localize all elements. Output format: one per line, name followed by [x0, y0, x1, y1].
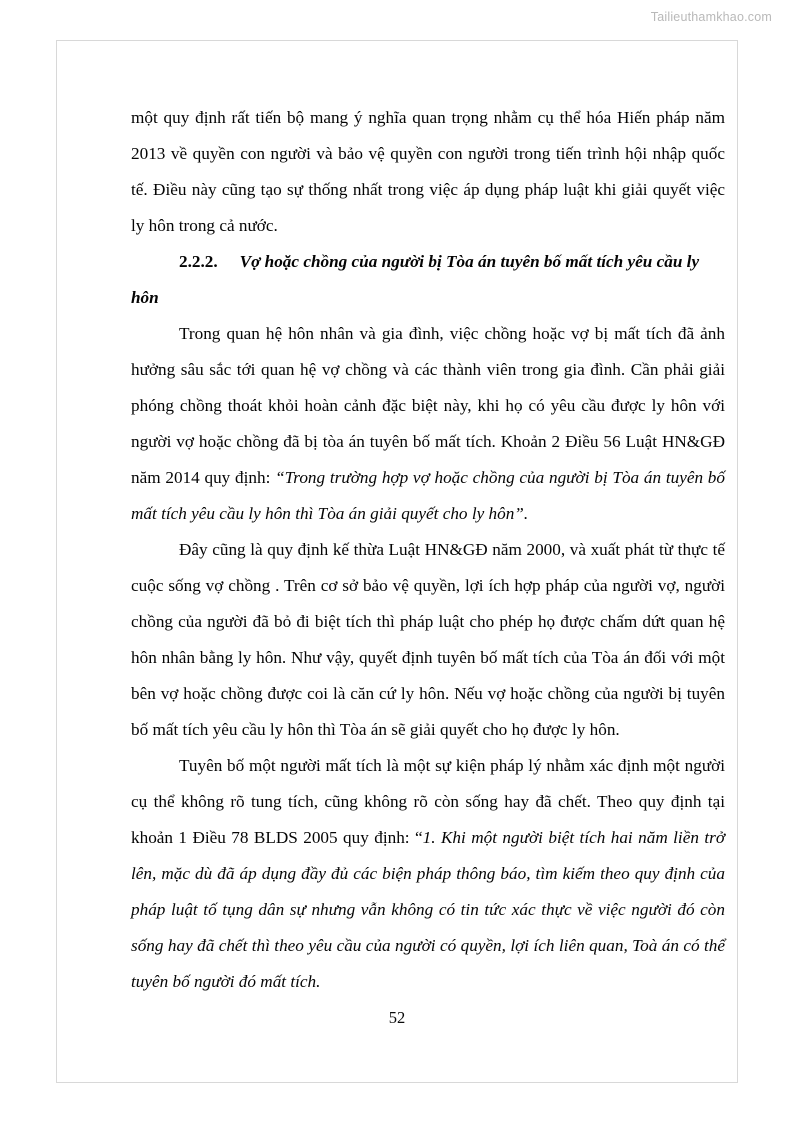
paragraph-missing-declaration: [131, 748, 725, 1000]
section-number: 2.2.2.: [179, 252, 218, 271]
paragraph-marriage-relations: [131, 316, 725, 532]
page-number: 52: [388, 1008, 406, 1027]
section-heading-2-2-2: [131, 244, 725, 316]
section-title: Vợ hoặc chồng của người bị Tòa án tuyên bố mất tích yêu cầu ly hôn: [131, 252, 700, 307]
paragraph-missing-declaration-quote: 1. Khi một người biệt tích hai năm liền trở lên, mặc dù đã áp dụng đầy đủ các biện pháp thông báo, tìm kiếm theo quy định của pháp luật tố tụng dân sự nhưng vẫn không có tin tức xác thực về việc người đó còn sống hay đã chết thì theo yêu cầu của người có quyền, lợi ích liên quan, Toà án có thể tuyên bố người đó mất tích.: [131, 828, 725, 991]
paragraph-inheritance-text: Đây cũng là quy định kế thừa Luật HN&GĐ năm 2000, và xuất phát từ thực tế cuộc sống vợ chồng . Trên cơ sở bảo vệ quyền, lợi ích hợp pháp của người vợ, người chồng của người đã bỏ đi biệt tích thì pháp luật cho phép họ được chấm dứt quan hệ hôn nhân bằng ly hôn. Như vậy, quyết định tuyên bố mất tích của Tòa án đối với một bên vợ hoặc chồng được coi là căn cứ ly hôn. Nếu vợ hoặc chồng của người bị tuyên bố mất tích yêu cầu ly hôn thì Tòa án sẽ giải quyết cho họ được ly hôn.: [131, 540, 725, 739]
paragraph-missing-declaration-text: Tuyên bố một người mất tích là một sự kiện pháp lý nhằm xác định một người cụ thể không rõ tung tích, cũng không rõ còn sống hay đã chết. Theo quy định tại khoản 1 Điều 78 BLDS 2005 quy định: “: [131, 756, 725, 847]
page-content: [131, 100, 725, 1000]
paragraph-intro-text: một quy định rất tiến bộ mang ý nghĩa quan trọng nhằm cụ thể hóa Hiến pháp năm 2013 về quyền con người và bảo vệ quyền con người trong tiến trình hội nhập quốc tế. Điều này cũng tạo sự thống nhất trong việc áp dụng pháp luật khi giải quyết việc ly hôn trong cả nước.: [131, 108, 725, 235]
watermark-text: Tailieuthamkhao.com: [650, 10, 772, 24]
paragraph-intro: [131, 100, 725, 244]
paragraph-inheritance: [131, 532, 725, 748]
paragraph-marriage-relations-quote: “Trong trường hợp vợ hoặc chồng của người bị Tòa án tuyên bố mất tích yêu cầu ly hôn thì Tòa án giải quyết cho ly hôn”.: [131, 468, 725, 523]
paragraph-marriage-relations-text: Trong quan hệ hôn nhân và gia đình, việc chồng hoặc vợ bị mất tích đã ảnh hưởng sâu sắc tới quan hệ vợ chồng và các thành viên trong gia đình. Cần phải giải phóng chồng thoát khỏi hoàn cảnh đặc biệt này, khi họ có yêu cầu được ly hôn với người vợ hoặc chồng đã bị tòa án tuyên bố mất tích. Khoản 2 Điều 56 Luật HN&GĐ năm 2014 quy định:: [131, 324, 725, 487]
